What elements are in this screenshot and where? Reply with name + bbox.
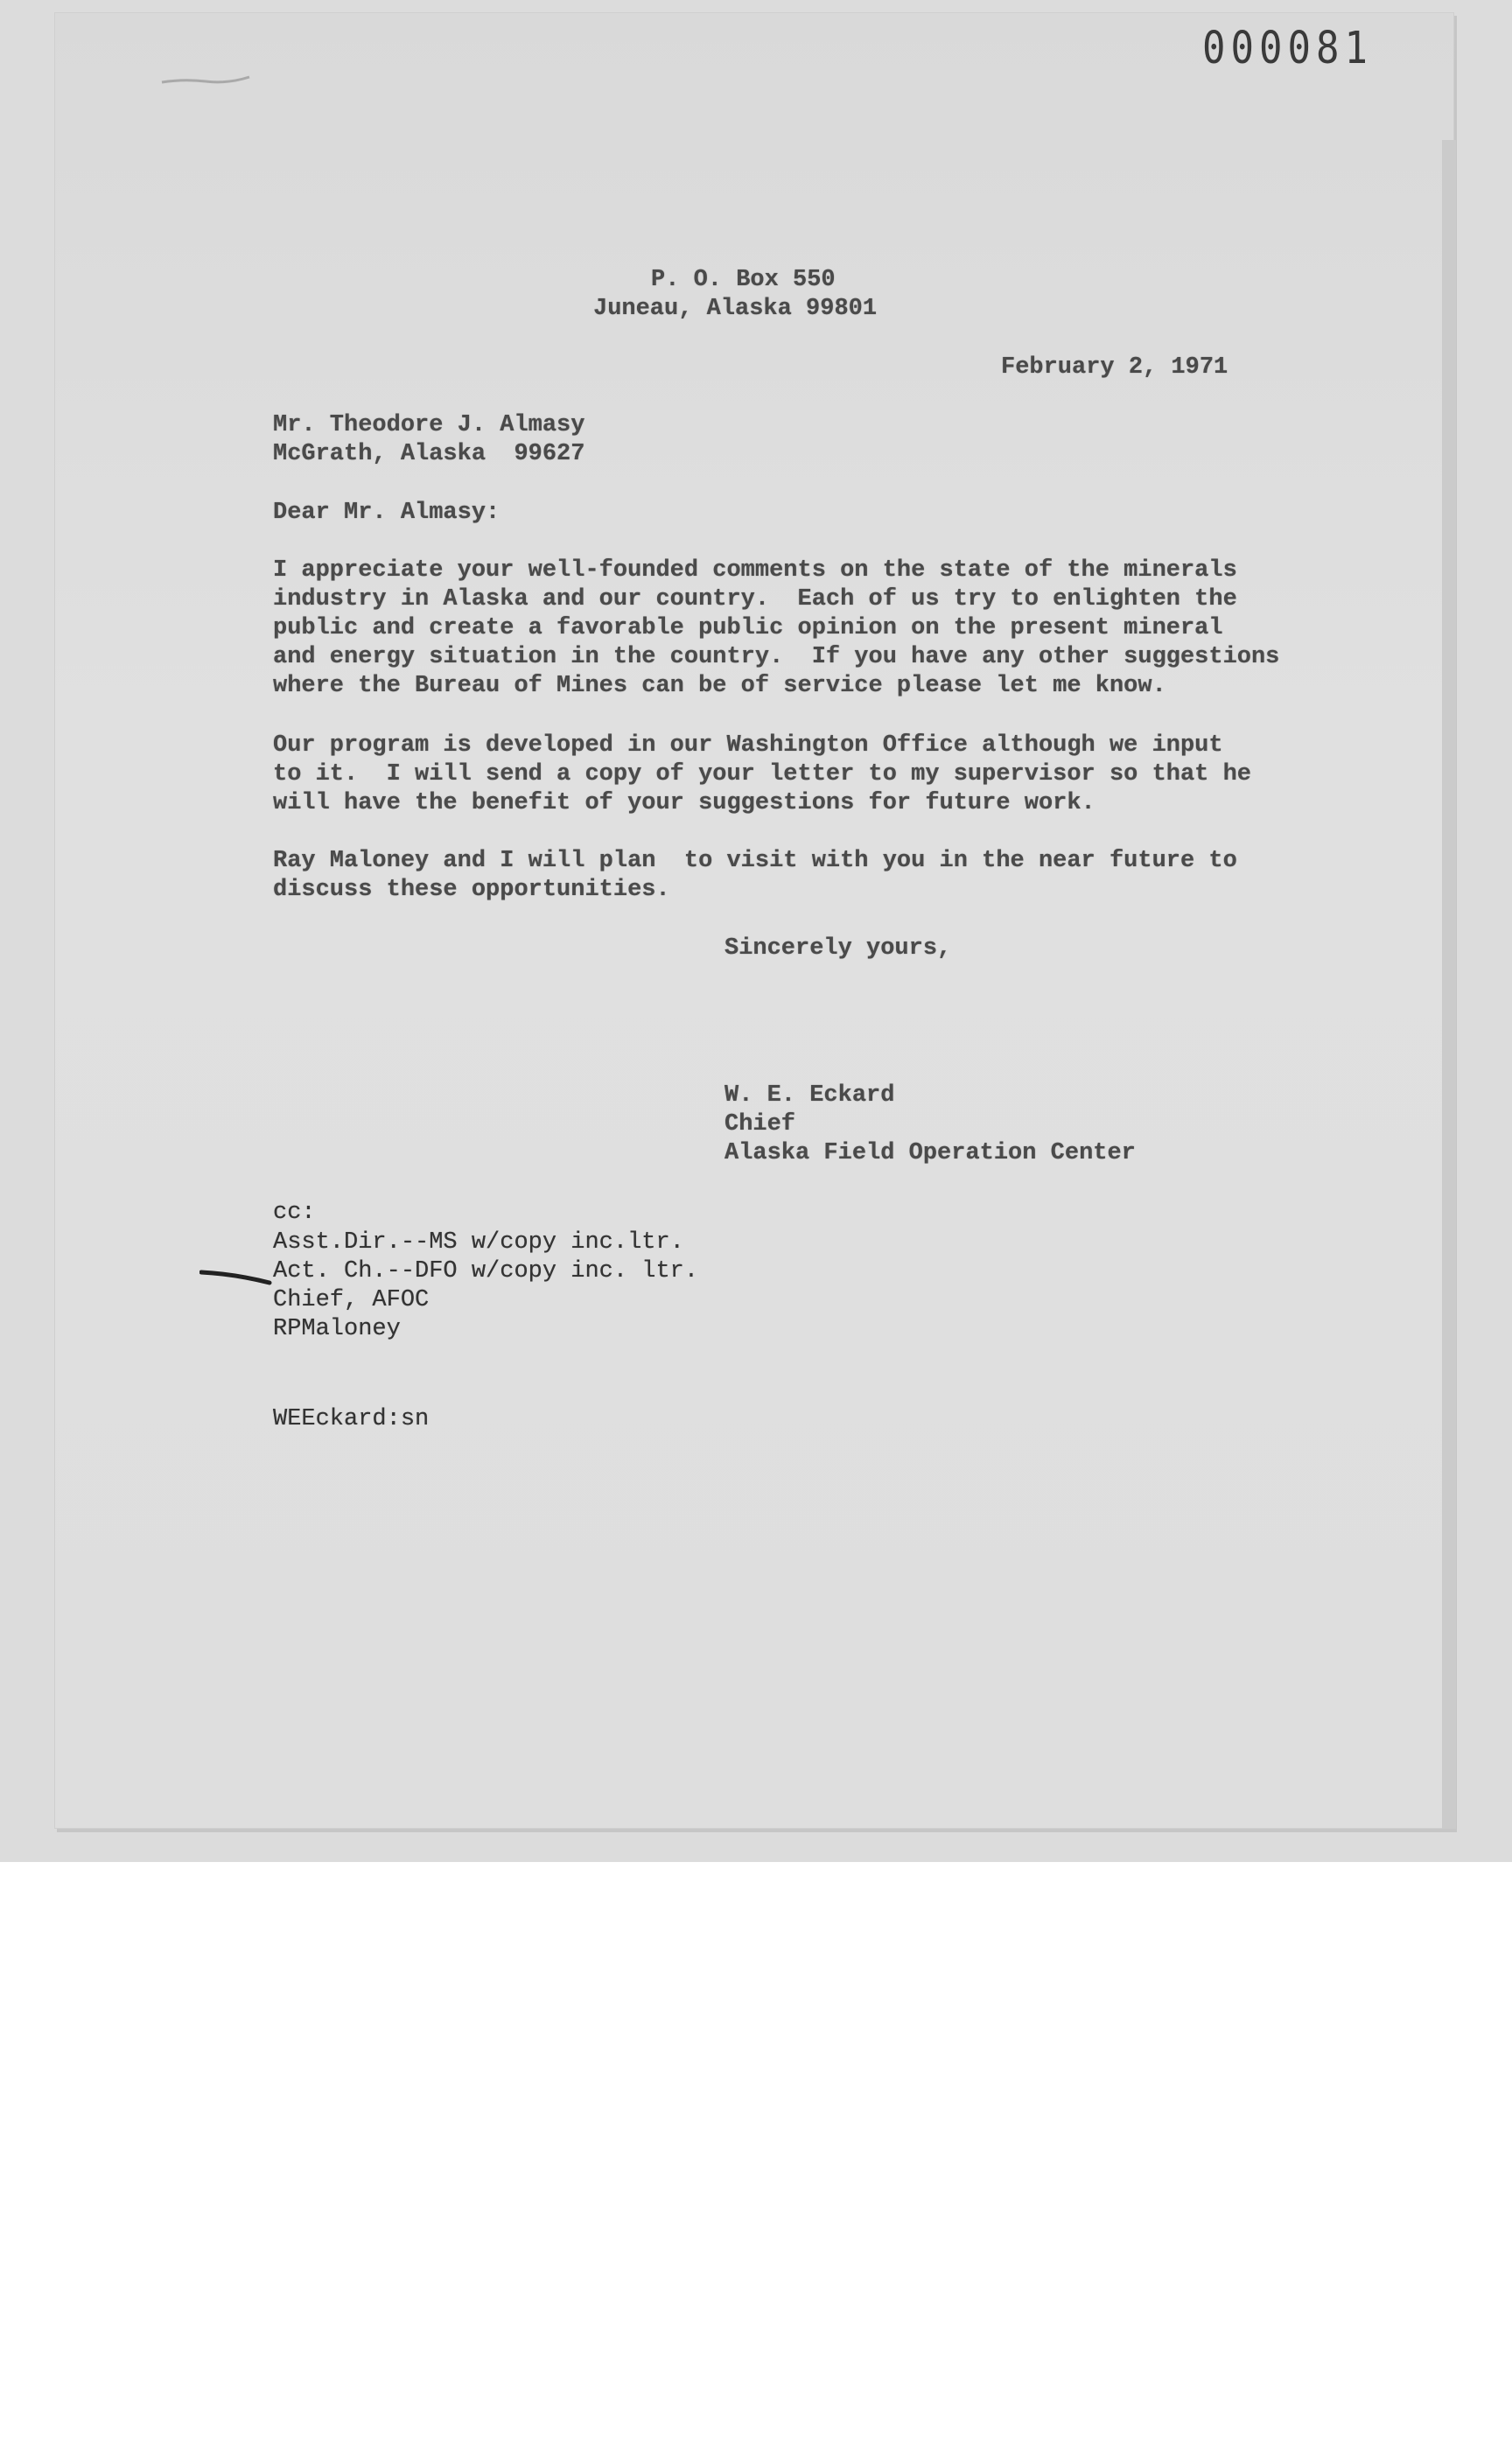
signatory-name: W. E. Eckard xyxy=(724,1082,895,1109)
pen-check-mark-icon xyxy=(200,1269,275,1286)
letterhead-line-2: Juneau, Alaska 99801 xyxy=(593,296,878,322)
closing: Sincerely yours, xyxy=(724,935,952,962)
signatory-title: Chief xyxy=(724,1111,796,1138)
paragraph-line: Ray Maloney and I will plan to visit with you in the near future to xyxy=(273,848,1237,874)
paragraph-line: where the Bureau of Mines can be of service please let me know. xyxy=(273,673,1166,699)
smudge-mark-icon xyxy=(158,66,254,93)
paragraph-3 xyxy=(273,847,1323,905)
cc-label: cc: xyxy=(273,1200,316,1226)
recipient-name: Mr. Theodore J. Almasy xyxy=(273,412,585,438)
cc-recipient: RPMaloney xyxy=(273,1316,401,1342)
cc-recipient: Asst.Dir.--MS w/copy inc.ltr. xyxy=(273,1229,684,1256)
paragraph-line: and energy situation in the country. If you have any other suggestions xyxy=(273,644,1280,670)
signatory-office: Alaska Field Operation Center xyxy=(724,1140,1136,1166)
letter-date: February 2, 1971 xyxy=(1001,354,1228,381)
paragraph-line: discuss these opportunities. xyxy=(273,877,670,903)
salutation: Dear Mr. Almasy: xyxy=(273,500,500,526)
recipient-address: McGrath, Alaska 99627 xyxy=(273,441,585,467)
paragraph-line: public and create a favorable public opinion on the present mineral xyxy=(273,615,1223,641)
paragraph-line: to it. I will send a copy of your letter to my supervisor so that he xyxy=(273,761,1251,788)
paper-edge-shadow xyxy=(1442,140,1456,1829)
paragraph-line: will have the benefit of your suggestions for future work. xyxy=(273,790,1096,816)
letterhead-line-1: P. O. Box 550 xyxy=(651,267,836,293)
paragraph-line: industry in Alaska and our country. Each of us try to enlighten the xyxy=(273,586,1237,612)
cc-recipient: Chief, AFOC xyxy=(273,1287,430,1313)
cc-recipient: Act. Ch.--DFO w/copy inc. ltr. xyxy=(273,1258,699,1284)
paragraph-line: Our program is developed in our Washington Office although we input xyxy=(273,732,1223,759)
typist-initials: WEEckard:sn xyxy=(273,1406,430,1432)
paragraph-2 xyxy=(273,732,1323,818)
paragraph-1 xyxy=(273,556,1323,701)
document-number: 000081 xyxy=(1202,23,1373,74)
paragraph-line: I appreciate your well-founded comments on the state of the minerals xyxy=(273,557,1237,584)
